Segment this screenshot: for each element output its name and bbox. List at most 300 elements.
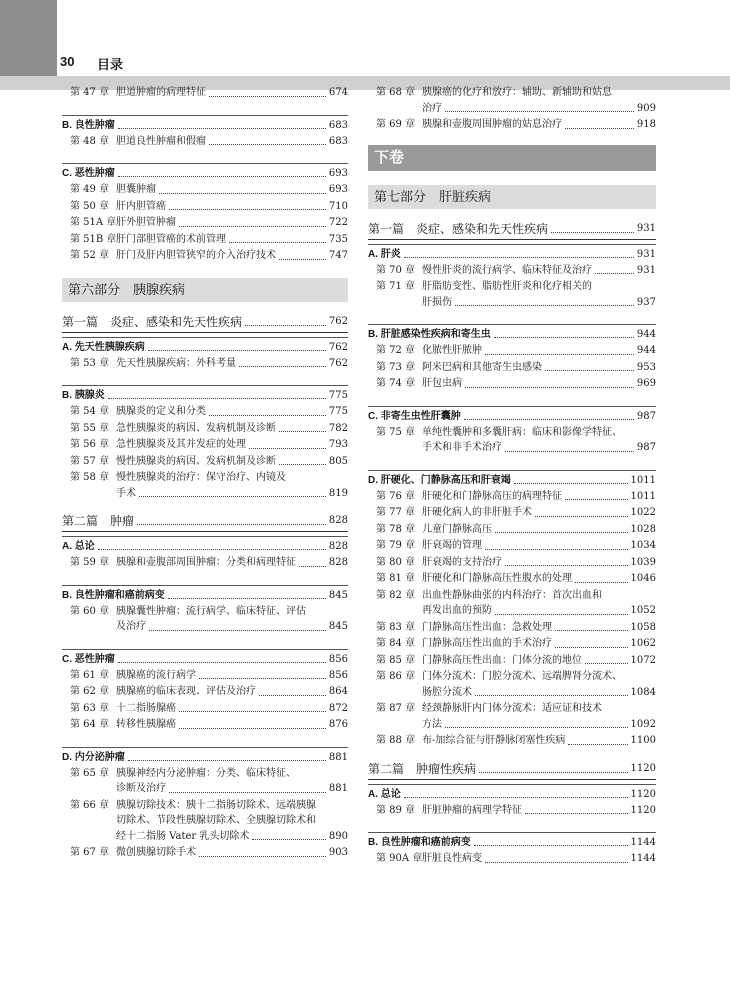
chapter-title-last-line <box>116 829 348 845</box>
chapter-title-wrap <box>116 555 348 571</box>
toc-chapter-entry[interactable] <box>62 845 348 861</box>
chapter-number: 第 77 章 <box>376 507 416 518</box>
dot-leader <box>108 398 326 399</box>
chapter-number: 第 87 章 <box>376 703 416 714</box>
chapter-title: 微创胰腺切除手术 <box>116 847 196 858</box>
chapter-title-last-line <box>422 440 656 456</box>
dot-leader <box>245 325 326 326</box>
page-ref: 710 <box>328 200 348 212</box>
chapter-title-line: 胰腺囊性肿瘤：流行病学、临床特征、评估 <box>116 605 306 617</box>
dot-leader <box>279 259 326 260</box>
chapter-number: 第 80 章 <box>376 556 416 568</box>
chapter-number: 第 66 章 <box>70 799 110 811</box>
chapter-number: 第 70 章 <box>376 264 416 276</box>
toc-chapter-entry[interactable] <box>368 279 656 310</box>
chapter-title: 胆囊肿瘤 <box>116 184 156 195</box>
chapter-title-line: 治疗 <box>422 102 442 114</box>
chapter-title-wrap <box>116 717 348 733</box>
page-title: 目录 <box>97 57 124 72</box>
chapter-title: 肝包虫病 <box>422 378 462 389</box>
chapter-title-line: 再发出血的预防 <box>422 605 492 616</box>
section-heading[interactable] <box>62 649 348 667</box>
chapter-title-last-line <box>116 619 348 635</box>
toc-chapter-entry[interactable] <box>62 470 348 501</box>
toc-chapter-entry[interactable] <box>368 343 656 359</box>
dot-leader <box>128 760 326 761</box>
page-ref: 856 <box>328 669 348 681</box>
toc-chapter-entry[interactable] <box>368 803 656 819</box>
chapter-number: 第 54 章 <box>70 406 110 417</box>
chapter-number: 第 78 章 <box>376 523 416 535</box>
section-title: D. 内分泌肿瘤 <box>62 751 125 763</box>
toc-chapter-entry[interactable] <box>368 555 656 571</box>
page-ref: 1034 <box>630 540 656 551</box>
chapter-number: 第 51A 章 <box>70 217 117 228</box>
chapter-number: 第 58 章 <box>70 472 110 483</box>
chapter-number: 第 67 章 <box>70 847 110 858</box>
division-title: 第二篇 肿瘤性疾病 <box>368 761 477 776</box>
page-ref: 828 <box>328 541 348 552</box>
chapter-title-wrap <box>116 470 348 501</box>
chapter-title: 胰腺炎的定义和分类 <box>116 406 206 417</box>
chapter-number: 第 83 章 <box>376 621 416 633</box>
dot-leader <box>475 695 628 696</box>
page-ref: 876 <box>328 719 348 730</box>
chapter-title: 急性胰腺炎的病因、发病机制及诊断 <box>116 422 276 434</box>
toc-chapter-entry[interactable] <box>368 636 656 652</box>
toc-chapter-entry[interactable] <box>368 653 656 669</box>
chapter-number: 第 56 章 <box>70 439 110 450</box>
chapter-title-wrap <box>422 505 656 521</box>
section-heading[interactable] <box>62 747 348 765</box>
toc-chapter-entry[interactable] <box>62 232 348 248</box>
section-title: B. 良性肿瘤和癌前病变 <box>368 837 471 848</box>
chapter-title-wrap <box>116 701 348 717</box>
toc-chapter-entry[interactable] <box>368 522 656 538</box>
chapter-number: 第 48 章 <box>70 135 110 147</box>
dot-leader <box>137 524 326 525</box>
chapter-title-last-line <box>422 717 656 733</box>
chapter-title: 胆道肿瘤的病理特征 <box>116 87 206 98</box>
page-ref: 775 <box>328 390 348 401</box>
section-title: C. 恶性肿瘤 <box>62 653 115 665</box>
chapter-title: 肝脏肿瘤的病理学特征 <box>422 804 522 816</box>
page-ref: 805 <box>328 455 348 467</box>
page-ref: 1084 <box>630 686 656 698</box>
page-ref: 1144 <box>630 837 656 848</box>
page-ref: 1120 <box>630 804 656 816</box>
chapter-title-last-line <box>422 295 656 311</box>
dot-leader <box>514 483 628 484</box>
page-ref: 845 <box>328 589 348 601</box>
part-heading: 第六部分 胰腺疾病 <box>62 278 348 302</box>
chapter-title-wrap <box>116 668 348 684</box>
chapter-number: 第 62 章 <box>70 686 110 697</box>
dot-leader <box>179 711 326 712</box>
chapter-number: 第 61 章 <box>70 669 110 681</box>
dot-leader <box>239 366 326 367</box>
toc-chapter-entry[interactable] <box>368 733 656 749</box>
dot-leader <box>179 226 326 227</box>
section-heading[interactable] <box>62 585 348 603</box>
chapter-title: 肝硬化和门静脉高压性腹水的处理 <box>422 573 572 584</box>
chapter-title-wrap <box>422 571 656 587</box>
dot-leader <box>565 499 628 500</box>
chapter-title: 肝门部胆管癌的术前管理 <box>116 233 226 245</box>
chapter-title-wrap <box>422 620 656 636</box>
chapter-title-wrap <box>422 701 656 732</box>
chapter-title-last-line <box>116 781 348 797</box>
dot-leader <box>149 630 326 631</box>
chapter-number: 第 49 章 <box>70 184 110 195</box>
chapter-title: 慢性胰腺炎的病因、发病机制及诊断 <box>116 455 276 467</box>
chapter-title-line: 方法 <box>422 718 442 730</box>
volume-heading: 下卷 <box>368 145 656 171</box>
dot-leader <box>199 678 326 679</box>
chapter-title-wrap <box>422 669 656 700</box>
section-heading[interactable] <box>368 832 656 850</box>
dot-leader <box>445 111 634 112</box>
chapter-number: 第 82 章 <box>376 589 416 601</box>
dot-leader <box>545 370 634 371</box>
chapter-title-line: 切除术、节段性胰腺切除术、全胰腺切除术和 <box>116 815 316 826</box>
chapter-number: 第 57 章 <box>70 455 110 467</box>
chapter-title-line: 经颈静脉肝内门体分流术：适应证和技术 <box>422 703 602 714</box>
chapter-title-line: 诊断及治疗 <box>116 783 166 794</box>
chapter-number: 第 55 章 <box>70 422 110 434</box>
section-title: B. 肝脏感染性疾病和寄生虫 <box>368 329 491 340</box>
section-title: D. 肝硬化、门静脉高压和肝衰竭 <box>368 474 511 486</box>
chapter-number: 第 47 章 <box>70 87 110 98</box>
dot-leader <box>575 582 628 583</box>
page-ref: 1100 <box>630 735 656 746</box>
chapter-title-wrap <box>116 215 348 231</box>
chapter-number: 第 73 章 <box>376 361 416 373</box>
division-heading[interactable] <box>62 513 348 532</box>
page-ref: 735 <box>328 233 348 245</box>
toc-chapter-entry[interactable] <box>62 356 348 372</box>
chapter-number: 第 59 章 <box>70 557 110 568</box>
chapter-title: 胰腺癌的流行病学 <box>116 669 196 681</box>
chapter-number: 第 53 章 <box>70 357 110 369</box>
chapter-title-wrap <box>422 555 656 571</box>
toc-chapter-entry[interactable] <box>62 437 348 453</box>
page-ref: 1022 <box>630 507 656 518</box>
section-title: A. 总论 <box>62 541 95 552</box>
chapter-number: 第 86 章 <box>376 671 416 682</box>
chapter-title: 肝衰竭的管理 <box>422 540 482 551</box>
dot-leader <box>474 845 628 846</box>
section-heading[interactable] <box>62 163 348 181</box>
division-heading[interactable] <box>62 314 348 333</box>
dot-leader <box>585 663 628 664</box>
chapter-title-wrap <box>422 588 656 619</box>
chapter-title-wrap <box>422 538 656 554</box>
toc-chapter-entry[interactable] <box>62 684 348 700</box>
toc-chapter-entry[interactable] <box>368 117 656 133</box>
chapter-title-line: 经十二指肠 Vater 乳头切除术 <box>116 830 250 842</box>
page-ref: 819 <box>328 487 348 499</box>
page-ref: 693 <box>328 168 348 179</box>
dot-leader <box>118 662 326 663</box>
chapter-title-line: 及治疗 <box>116 621 146 632</box>
section-heading[interactable] <box>62 115 348 133</box>
chapter-title-line: 胰腺神经内分泌肿瘤：分类、临床特征、 <box>116 767 296 779</box>
dot-leader <box>555 647 628 648</box>
dot-leader <box>479 772 628 773</box>
toc-chapter-entry[interactable] <box>62 766 348 797</box>
section-heading[interactable] <box>368 784 656 802</box>
toc-chapter-entry[interactable] <box>368 571 656 587</box>
chapter-title-line: 门体分流术：门腔分流术、远端脾肾分流术、 <box>422 671 622 682</box>
dot-leader <box>259 695 326 696</box>
page-ref: 953 <box>636 361 656 373</box>
page-ref: 881 <box>328 751 348 763</box>
chapter-title-wrap <box>116 845 348 861</box>
dot-leader <box>209 415 326 416</box>
chapter-number: 第 89 章 <box>376 804 416 816</box>
dot-leader <box>464 419 634 420</box>
chapter-title-wrap <box>116 85 348 101</box>
dot-leader <box>455 305 634 306</box>
dot-leader <box>169 209 326 210</box>
chapter-title-wrap <box>422 733 656 749</box>
chapter-title-wrap <box>116 684 348 700</box>
section-heading[interactable] <box>62 536 348 554</box>
page-ref: 1052 <box>630 605 656 616</box>
dot-leader <box>555 630 628 631</box>
page-ref: 931 <box>636 222 656 234</box>
chapter-number: 第 79 章 <box>376 540 416 551</box>
toc-chapter-entry[interactable] <box>62 199 348 215</box>
page-ref: 762 <box>328 357 348 369</box>
chapter-title: 先天性胰腺疾病：外科考量 <box>116 357 236 369</box>
dot-leader <box>485 549 628 550</box>
dot-leader <box>568 744 627 745</box>
toc-chapter-entry[interactable] <box>62 421 348 437</box>
dot-leader <box>139 496 326 497</box>
toc-chapter-entry[interactable] <box>368 851 656 867</box>
chapter-title-line: 肝脂肪变性、脂肪性肝炎和化疗相关的 <box>422 281 592 292</box>
chapter-title: 阿米巴病和其他寄生虫感染 <box>422 361 542 373</box>
chapter-title-wrap <box>422 343 656 359</box>
chapter-number: 第 50 章 <box>70 200 110 212</box>
page-ref: 722 <box>328 217 348 228</box>
page-ref: 1011 <box>630 490 656 502</box>
dot-leader <box>229 242 326 243</box>
toc-chapter-entry[interactable] <box>368 360 656 376</box>
chapter-title: 胰腺和壶腹部周围肿瘤：分类和病理特征 <box>116 557 296 568</box>
section-title: C. 恶性肿瘤 <box>62 168 115 179</box>
chapter-title-line: 肠腔分流术 <box>422 686 472 698</box>
chapter-title-line: 手术 <box>116 487 136 499</box>
corner-tab <box>0 0 57 76</box>
page-ref: 693 <box>328 184 348 195</box>
toc-chapter-entry[interactable] <box>368 538 656 554</box>
toc-chapter-entry[interactable] <box>368 489 656 505</box>
chapter-title: 儿童门静脉高压 <box>422 523 492 535</box>
page-ref: 845 <box>328 621 348 632</box>
page-ref: 969 <box>636 378 656 389</box>
section-heading[interactable] <box>368 244 656 262</box>
section-title: B. 良性肿瘤 <box>62 119 115 131</box>
chapter-title-wrap <box>422 425 656 456</box>
chapter-title-wrap <box>422 279 656 310</box>
toc-chapter-entry[interactable] <box>368 376 656 392</box>
chapter-title: 肝硬化病人的非肝脏手术 <box>422 507 532 518</box>
chapter-title: 门静脉高压性出血：门体分流的地位 <box>422 654 582 666</box>
chapter-title: 门静脉高压性出血：急救处理 <box>422 621 552 633</box>
dot-leader <box>209 96 326 97</box>
dot-leader <box>159 193 326 194</box>
chapter-title: 肝衰竭的支持治疗 <box>422 556 502 568</box>
chapter-number: 第 88 章 <box>376 735 416 746</box>
dot-leader <box>252 839 326 840</box>
chapter-title-wrap <box>116 604 348 635</box>
toc-chapter-entry[interactable] <box>368 669 656 700</box>
page-ref: 903 <box>328 847 348 858</box>
dot-leader <box>485 354 634 355</box>
dot-leader <box>595 273 634 274</box>
chapter-title-last-line <box>422 101 656 117</box>
page-ref: 918 <box>636 119 656 130</box>
toc-chapter-entry[interactable] <box>368 85 656 116</box>
dot-leader <box>118 128 326 129</box>
chapter-title-wrap <box>116 766 348 797</box>
toc-chapter-entry[interactable] <box>62 215 348 231</box>
division-heading[interactable] <box>368 221 656 240</box>
page-ref: 1028 <box>630 523 656 535</box>
page-ref: 762 <box>328 315 348 327</box>
page-ref: 1011 <box>630 474 656 486</box>
toc-chapter-entry[interactable] <box>62 248 348 264</box>
section-title: A. 先天性胰腺疾病 <box>62 341 145 353</box>
dot-leader <box>525 813 628 814</box>
chapter-title-line: 单纯性囊肿和多囊肝病：临床和影像学特征、 <box>422 426 622 438</box>
dot-leader <box>209 144 326 145</box>
toc-chapter-entry[interactable] <box>62 85 348 101</box>
page-ref: 944 <box>636 345 656 356</box>
chapter-number: 第 72 章 <box>376 345 416 356</box>
dot-leader <box>169 792 326 793</box>
toc-chapter-entry[interactable] <box>62 134 348 150</box>
chapter-title-wrap <box>116 134 348 150</box>
toc-chapter-entry[interactable] <box>62 701 348 717</box>
toc-chapter-entry[interactable] <box>368 505 656 521</box>
chapter-title-wrap <box>422 653 656 669</box>
chapter-number: 第 85 章 <box>376 654 416 666</box>
chapter-title: 肝门及肝内胆管狭窄的介入治疗技术 <box>116 250 276 261</box>
chapter-title: 十二指肠腺癌 <box>116 702 176 714</box>
chapter-number: 第 68 章 <box>376 87 416 98</box>
chapter-title-wrap <box>422 117 656 133</box>
chapter-title-line: 胰腺切除技术：胰十二指肠切除术、远端胰腺 <box>116 799 316 811</box>
page-ref: 1092 <box>630 718 656 730</box>
chapter-title: 转移性胰腺癌 <box>116 719 176 730</box>
page-ref: 1039 <box>630 556 656 568</box>
toc-chapter-entry[interactable] <box>62 555 348 571</box>
chapter-title-wrap <box>422 360 656 376</box>
dot-leader <box>404 257 634 258</box>
toc-chapter-entry[interactable] <box>62 717 348 733</box>
chapter-number: 第 65 章 <box>70 767 110 779</box>
page-ref: 1046 <box>630 573 656 584</box>
toc-chapter-entry[interactable] <box>62 798 348 845</box>
page-ref: 828 <box>328 515 348 526</box>
chapter-title-wrap <box>422 803 656 819</box>
chapter-title-wrap <box>422 522 656 538</box>
dot-leader <box>279 464 326 465</box>
toc-chapter-entry[interactable] <box>62 182 348 198</box>
section-heading[interactable] <box>62 337 348 355</box>
dot-leader <box>535 516 628 517</box>
toc-right-column <box>368 84 656 868</box>
dot-leader <box>485 862 628 863</box>
chapter-number: 第 90A 章 <box>376 853 423 864</box>
toc-chapter-entry[interactable] <box>368 263 656 279</box>
toc-chapter-entry[interactable] <box>62 404 348 420</box>
toc-chapter-entry[interactable] <box>62 604 348 635</box>
chapter-title-wrap <box>116 421 348 437</box>
toc-chapter-entry[interactable] <box>368 425 656 456</box>
page-ref: 987 <box>636 442 656 453</box>
toc-chapter-entry[interactable] <box>368 620 656 636</box>
toc-chapter-entry[interactable] <box>62 668 348 684</box>
chapter-title: 慢性肝炎的流行病学、临床特征及治疗 <box>422 264 592 276</box>
chapter-number: 第 63 章 <box>70 702 110 714</box>
dot-leader <box>98 549 326 550</box>
dot-leader <box>118 176 326 177</box>
toc-chapter-entry[interactable] <box>368 588 656 619</box>
chapter-title: 胰腺和壶腹周围肿瘤的姑息治疗 <box>422 119 562 130</box>
chapter-title-wrap <box>116 356 348 372</box>
chapter-title-wrap <box>116 437 348 453</box>
chapter-title-wrap <box>116 232 348 248</box>
chapter-number: 第 76 章 <box>376 490 416 502</box>
page-ref: 944 <box>636 329 656 340</box>
chapter-title-wrap <box>116 182 348 198</box>
chapter-title: 肝内胆管癌 <box>116 200 166 212</box>
chapter-title-line: 手术和非手术治疗 <box>422 442 502 453</box>
dot-leader <box>494 337 634 338</box>
toc-chapter-entry[interactable] <box>62 454 348 470</box>
dot-leader <box>279 431 326 432</box>
division-title: 第一篇 炎症、感染和先天性疾病 <box>62 314 243 329</box>
chapter-title-wrap <box>116 248 348 264</box>
chapter-number: 第 52 章 <box>70 250 110 261</box>
division-heading[interactable] <box>368 761 656 780</box>
chapter-title-last-line <box>422 603 656 619</box>
section-heading[interactable] <box>62 385 348 403</box>
chapter-number: 第 64 章 <box>70 719 110 730</box>
page-ref: 856 <box>328 653 348 665</box>
dot-leader <box>249 448 326 449</box>
page-number: 30 <box>60 54 75 69</box>
dot-leader <box>445 727 628 728</box>
toc-chapter-entry[interactable] <box>368 701 656 732</box>
chapter-title-line: 出血性静脉曲张的内科治疗：首次出血和 <box>422 589 602 601</box>
dot-leader <box>465 387 634 388</box>
section-heading[interactable] <box>368 470 656 488</box>
chapter-number: 第 69 章 <box>376 119 416 130</box>
page-ref: 782 <box>328 422 348 434</box>
page-ref: 1144 <box>630 853 656 864</box>
section-heading[interactable] <box>368 324 656 342</box>
page-ref: 747 <box>328 250 348 261</box>
section-heading[interactable] <box>368 406 656 424</box>
chapter-title-wrap <box>116 798 348 845</box>
chapter-title-last-line <box>116 486 348 502</box>
